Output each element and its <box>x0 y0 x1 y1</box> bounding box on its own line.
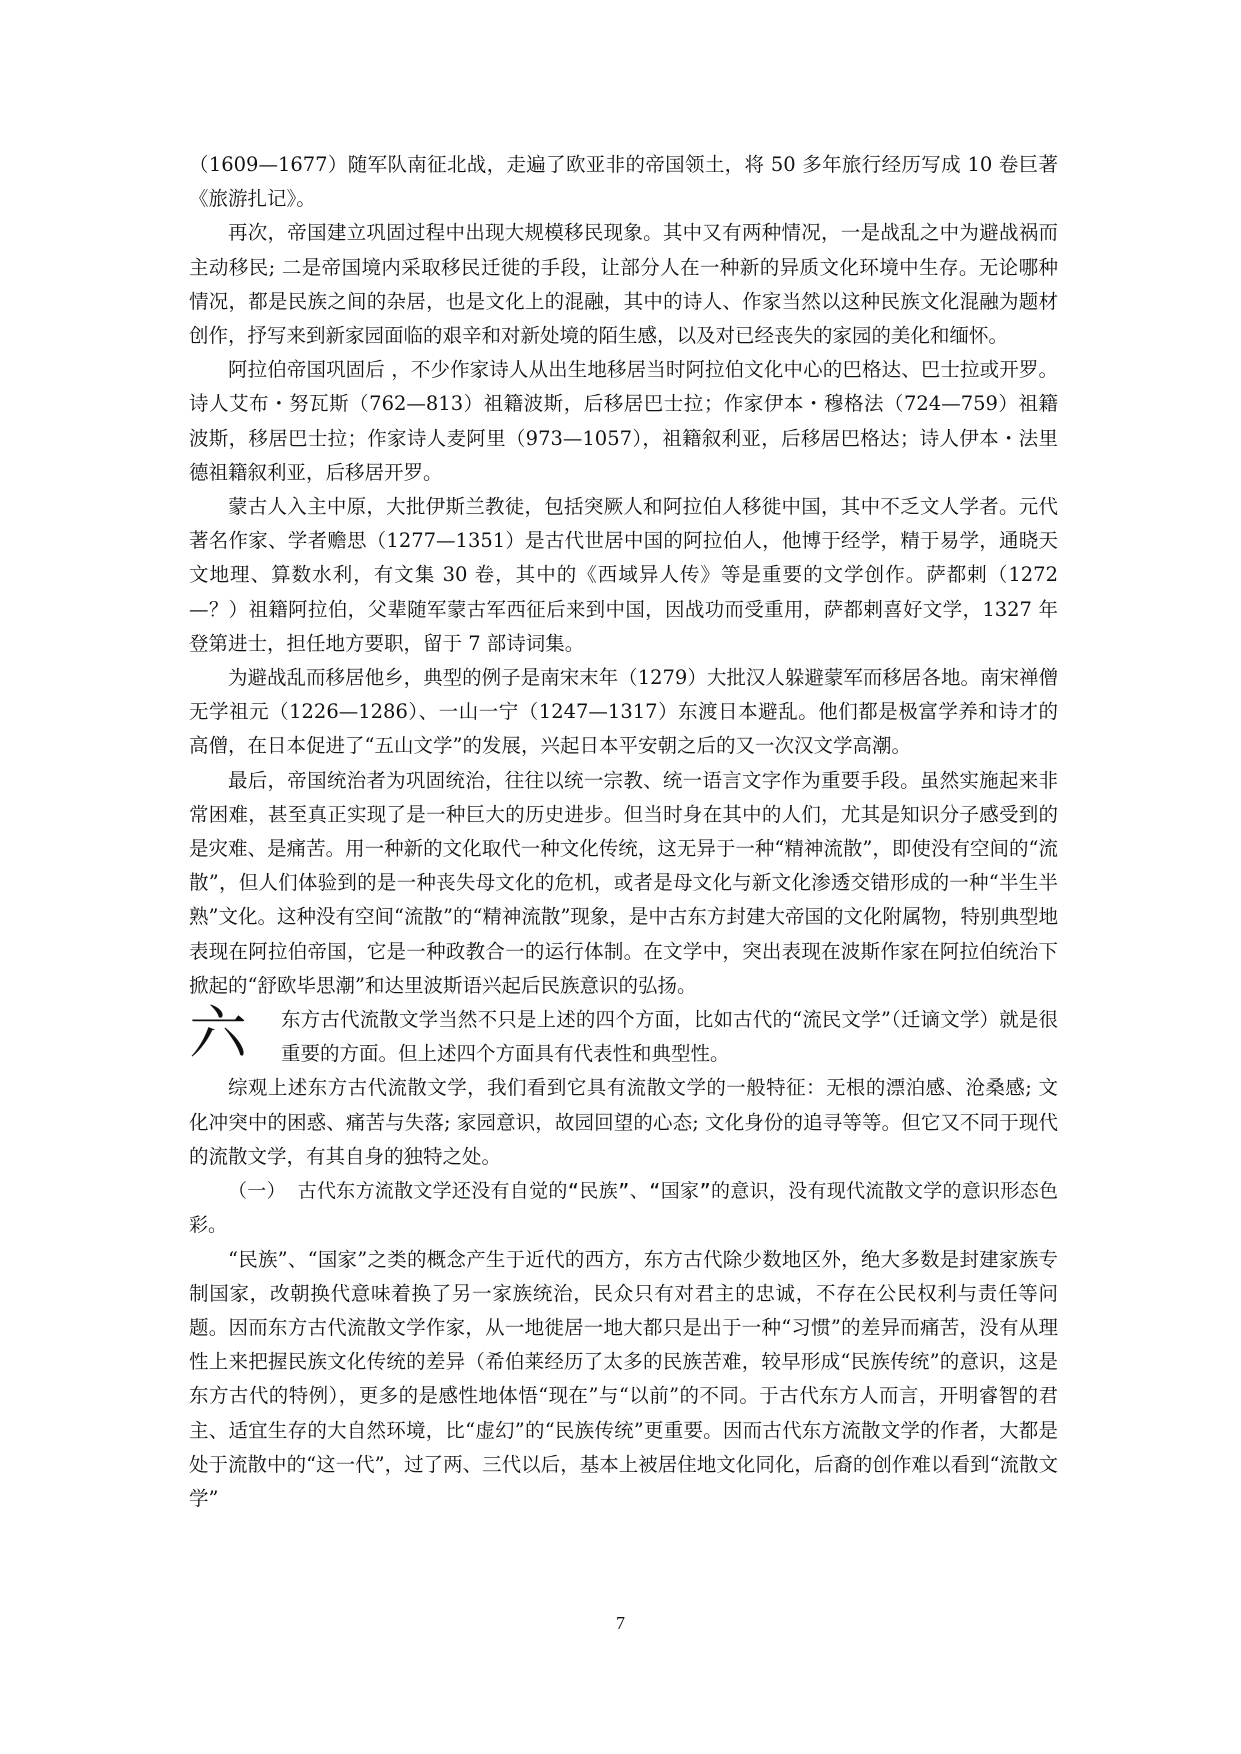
paragraph: 最后，帝国统治者为巩固统治，往往以统一宗教、统一语言文字作为重要手段。虽然实施起来非常困难，甚至真正实现了是一种巨大的历史进步。但当时身在其中的人们，尤其是知识分子感受到的是灾难、是痛苦。用一种新的文化取代一种文化传统，这无异于一种“精神流散”，即使没有空间的“流散”，但人们体验到的是一种丧失母文化的危机，或者是母文化与新文化渗透交错形成的一种“半生半熟”文化。这种没有空间“流散”的“精神流散”现象，是中古东方封建大帝国的文化附属物，特别典型地表现在阿拉伯帝国，它是一种政教合一的运行体制。在文学中，突出表现在波斯作家在阿拉伯统治下掀起的“舒欧毕思潮”和达里波斯语兴起后民族意识的弘扬。 <box>189 768 1058 997</box>
page-number: 7 <box>616 1613 625 1633</box>
paragraph: 蒙古人入主中原，大批伊斯兰教徒，包括突厥人和阿拉伯人移徙中国，其中不乏文人学者。元代著名作家、学者赡思（1277—1351）是古代世居中国的阿拉伯人，他博于经学，精于易学，通晓天文地理、算数水利，有文集 30 卷，其中的《西域异人传》等是重要的文学创作。萨都剌（1272—？）祖籍阿拉伯，父辈随军蒙古军西征后来到中国，因战功而受重用，萨都剌喜好文学，1327 年登第进士，担任地方要职，留于 7 部诗词集。 <box>189 495 1058 655</box>
paragraph: 再次，帝国建立巩固过程中出现大规模移民现象。其中又有两种情况，一是战乱之中为避战祸而主动移民; 二是帝国境内采取移民迁徙的手段，让部分人在一种新的异质文化环境中生存。无论哪种情况，都是民族之间的杂居，也是文化上的混融，其中的诗人、作家当然以这种民族文化混融为题材创作，抒写来到新家园面临的艰辛和对新处境的陌生感，以及对已经丧失的家园的美化和缅怀。 <box>189 221 1058 348</box>
paragraph: 阿拉伯帝国巩固后 ，不少作家诗人从出生地移居当时阿拉伯文化中心的巴格达、巴士拉或开罗。诗人艾布・努瓦斯（762—813）祖籍波斯，后移居巴士拉；作家伊本・穆格法（724—759）祖籍波斯，移居巴士拉；作家诗人麦阿里（973—1057），祖籍叙利亚，后移居巴格达；诗人伊本・法里德祖籍叙利亚，后移居开罗。 <box>189 358 1058 484</box>
paragraph: 综观上述东方古代流散文学，我们看到它具有流散文学的一般特征：无根的漂泊感、沧桑感; 文化冲突中的困惑、痛苦与失落; 家园意识，故园回望的心态; 文化身份的追寻等等。但它又不同于现代的流散文学，有其自身的独特之处。 <box>189 1076 1058 1168</box>
subheading: （一） 古代东方流散文学还没有自觉的“民族”、“国家”的意识，没有现代流散文学的意识形态色彩。 <box>189 1180 1058 1237</box>
paragraph: “民族”、“国家”之类的概念产生于近代的西方，东方古代除少数地区外，绝大多数是封建家族专制国家，改朝换代意味着换了另一家族统治，民众只有对君主的忠诚，不存在公民权利与责任等问题。因而东方古代流散文学作家，从一地徙居一地大都只是出于一种“习惯”的差异而痛苦，没有从理性上来把握民族文化传统的差异（希伯莱经历了太多的民族苦难，较早形成“民族传统”的意识，这是东方古代的特例），更多的是感性地体悟“现在”与“以前”的不同。于古代东方人而言，开明睿智的君主、适宜生存的大自然环境，比“虚幻”的“民族传统”更重要。因而古代东方流散文学的作者，大都是处于流散中的“这一代”，过了两、三代以后，基本上被居住地文化同化，后裔的创作难以看到“流散文学” <box>189 1247 1058 1510</box>
section-numeral: 六 <box>189 999 248 1068</box>
section-six <box>189 999 1058 1071</box>
paragraph: 为避战乱而移居他乡，典型的例子是南宋末年（1279）大批汉人躲避蒙军而移居各地。南宋禅僧无学祖元（1226—1286）、一山一宁（1247—1317）东渡日本避乱。他们都是极富学养和诗才的高僧，在日本促进了“五山文学”的发展，兴起日本平安朝之后的又一次汉文学高潮。 <box>189 666 1058 758</box>
body-text <box>189 148 1058 1516</box>
section-text: 东方古代流散文学当然不只是上述的四个方面，比如古代的“流民文学”（迁谪文学）就是很重要的方面。但上述四个方面具有代表性和典型性。 <box>281 1008 1058 1066</box>
paragraph: （1609—1677）随军队南征北战，走遍了欧亚非的帝国领土，将 50 多年旅行经历写成 10 卷巨著《旅游扎记》。 <box>189 153 1058 211</box>
